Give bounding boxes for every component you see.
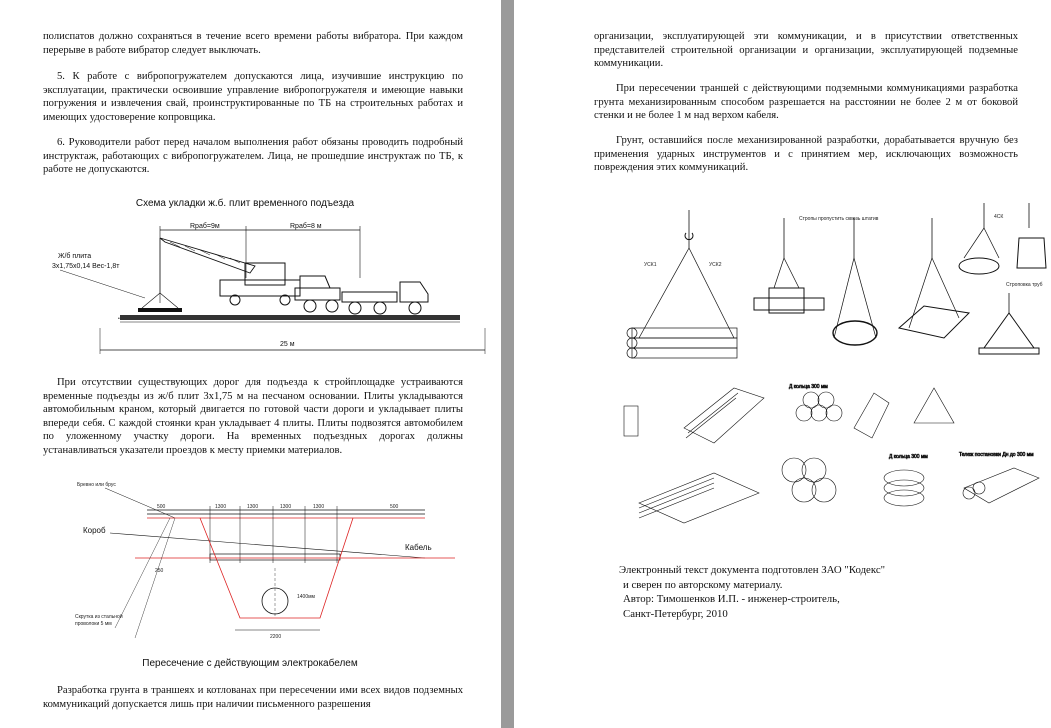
dim-500-right: 500 bbox=[390, 504, 399, 510]
figure-2-caption: Пересечение с действующим электрокабелем bbox=[142, 658, 358, 669]
paragraph-continued: полиспатов должно сохраняться в течение всего времени работы вибратора. При каждом перерыве в работе вибратор следует выключать. bbox=[43, 31, 463, 56]
label-ring-d-2: Д кольца 300 мм bbox=[889, 454, 928, 460]
paragraph-6: 6. Руководители работ перед началом выполнения работ обязаны проводить подробный инструктаж, работающих с вибропогружателем. Лица, не прошедшие инструктаж по ТБ, к работе не допускаются. bbox=[43, 137, 463, 176]
document-footer bbox=[619, 563, 959, 621]
label-strop-trub: Строповка труб bbox=[1006, 282, 1043, 288]
page-gutter bbox=[501, 0, 514, 728]
crane-slab-diagram bbox=[50, 218, 470, 358]
paragraph-crossing: При пересечении траншей с действующими подземными коммуникациями разработка грунта механизированным способом разрешается на расстоянии не более 2 м от боковой стенки и не более 1 м над верхом кабеля. bbox=[594, 83, 1018, 122]
right-page bbox=[514, 0, 1051, 728]
dim-1300-d: 1300 bbox=[313, 504, 325, 510]
radius-2-label: Rраб=8 м bbox=[290, 223, 322, 230]
left-page bbox=[0, 0, 501, 728]
dim-1400: 1400мм bbox=[297, 594, 315, 600]
svg-text:•: • bbox=[118, 316, 120, 322]
brus-label: Бревно или брус bbox=[77, 482, 116, 488]
korob-label: Короб bbox=[83, 526, 106, 535]
radius-1-label: Rраб=9м bbox=[190, 223, 220, 230]
label-usk1: УСК1 bbox=[644, 262, 657, 268]
skrutka-label-2: проволоки 5 мм bbox=[75, 621, 112, 627]
slab-label-1: Ж/б плита bbox=[58, 253, 92, 260]
label-telezh: Тележ постановки Дн до 300 мм bbox=[959, 452, 1034, 458]
label-ring-d-1: Д кольца 300 мм bbox=[789, 384, 828, 390]
label-4sk: 4СК bbox=[994, 214, 1004, 220]
kabel-label: Кабель bbox=[405, 543, 432, 552]
cable-crossing-diagram bbox=[75, 478, 495, 648]
total-length-label: 25 м bbox=[280, 341, 295, 348]
paragraph-soil: Грунт, оставшийся после механизированной разработки, дорабатывается вручную без применения ударных инструментов и с принятием мер, исключающих возможность повреждения этих коммуникаций. bbox=[594, 135, 1018, 174]
dim-1300-c: 1300 bbox=[280, 504, 292, 510]
label-stropy: Стропы пропустить сквозь штатив bbox=[799, 216, 879, 222]
dim-1300-b: 1300 bbox=[247, 504, 259, 510]
rigging-illustrations bbox=[614, 188, 1051, 533]
slab-label-2: 3х1,75х0,14 Вес-1,8т bbox=[52, 263, 120, 270]
paragraph-roads: При отсутствии существующих дорог для подъезда к стройплощадке устраиваются временные подъезды из ж/б плит 3х1,75 м на песчаном основании. Плиты укладываются автомобильным краном, который двигается по готовой части дороги и укладывает плиты впереди себя. С каждой стоянки кран укладывает 4 плиты. Плиты подвозятся автомобилем по уложенному участку дороги. На временных подъездных дорогах должны устанавливаться указатели проездов к месту приемки материалов. bbox=[43, 377, 463, 456]
dim-500-left: 500 bbox=[157, 504, 166, 510]
paragraph-continued-right: организации, эксплуатирующей эти коммуникации, и в присутствии ответственных представителей строительной организации и организации, эксплуатирующей подземные коммуникации. bbox=[594, 31, 1018, 70]
dim-250: 250 bbox=[155, 568, 164, 574]
paragraph-5: 5. К работе с вибропогружателем допускаются лица, изучившие инструкцию по эксплуатации, практически освоившие управление вибропогружателя и имеющие навыки погружения и извлечения свай, проинструктированные по ТБ на строительных работах и имеющих удостоверение копровщика. bbox=[43, 71, 463, 123]
footer-line-1: Электронный текст документа подготовлен ЗАО "Кодекс" bbox=[619, 564, 886, 576]
skrutka-label-1: Скрутка из стальной bbox=[75, 614, 123, 620]
dim-1300-a: 1300 bbox=[215, 504, 227, 510]
footer-line-2: и сверен по авторскому материалу. bbox=[623, 578, 783, 591]
paragraph-digging: Разработка грунта в траншеях и котлованах при пересечении ими всех видов подземных коммуникаций допускается лишь при наличии письменного разрешения bbox=[43, 685, 463, 710]
figure-1-caption: Схема укладки ж.б. плит временного подъезда bbox=[135, 198, 355, 209]
label-usk2: УСК2 bbox=[709, 262, 722, 268]
footer-line-3: Автор: Тимошенков И.П. - инженер-строитель, bbox=[623, 593, 840, 606]
dim-2200: 2200 bbox=[270, 634, 282, 640]
footer-line-4: Санкт-Петербург, 2010 bbox=[623, 607, 728, 620]
